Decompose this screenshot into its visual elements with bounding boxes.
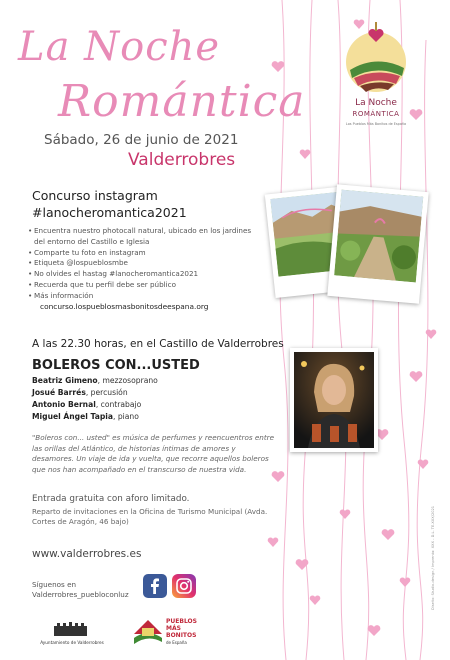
- follow-label: Síguenos en: [32, 580, 77, 589]
- title-line-1: La Noche: [18, 24, 221, 70]
- list-item: • No olvides el hastag #lanocheromantica2021: [28, 269, 258, 280]
- title-line-2: Romántica: [58, 76, 306, 127]
- entry-details: Reparto de invitaciones en la Oficina de Turismo Municipal (Avda. Cortes de Aragón, 46 bajo): [32, 507, 268, 526]
- contest-title: Concurso instagram: [32, 188, 158, 203]
- show-description: "Boleros con... usted" es música de perfumes y reencuentros entre las orillas del Atlántico, de historias íntimas de amores y desamores. Un viaje de ida y vuelta, que recorre aquellos boleros que nos han acompañado en el transcurso de nuestra vida.: [32, 433, 275, 474]
- performer-2: Josué Barrés, percusión: [32, 388, 128, 397]
- entry-info: Entrada gratuita con aforo limitado.: [32, 494, 190, 504]
- logo-tagline: Los Pueblos Más Bonitos de España: [345, 122, 407, 126]
- pueblos-emblem-icon: [132, 614, 164, 648]
- performer-3: Antonio Bernal, contrabajo: [32, 400, 142, 409]
- list-item: • Encuentra nuestro photocall natural, ubicado en los jardines: [28, 226, 258, 237]
- noche-romantica-logo: [336, 18, 416, 136]
- list-item: • Recuerda que tu perfil debe ser público: [28, 280, 258, 291]
- list-item: • Etiqueta @lospueblosmbe: [28, 258, 258, 269]
- logo-line-2: ROMÁNTICA: [352, 110, 400, 118]
- website-link[interactable]: www.valderrobres.es: [32, 548, 142, 560]
- follow-handle: Valderrobres_puebloconluz: [32, 590, 129, 599]
- instagram-icon[interactable]: [172, 574, 196, 598]
- facebook-icon[interactable]: [143, 574, 167, 598]
- logo-line-1: La Noche: [355, 98, 397, 108]
- performer-1: Beatriz Gimeno, mezzosoprano: [32, 376, 158, 385]
- list-item: • Más información: [28, 291, 258, 302]
- photocall-photo-2: [327, 184, 428, 304]
- contest-url-link[interactable]: concurso.lospueblosmasbonitosdeespana.org: [40, 302, 209, 311]
- pueblos-text-3: BONITOS: [166, 632, 197, 639]
- logo-emblem-icon: [336, 18, 416, 96]
- pueblos-text-2: MÁS: [166, 625, 181, 632]
- event-time-location: A las 22.30 horas, en el Castillo de Valderrobres: [32, 338, 284, 350]
- pueblos-text-1: PUEBLOS: [166, 618, 197, 625]
- pueblos-bonitos-logo: [132, 614, 212, 652]
- town-name: Valderrobres: [128, 150, 236, 170]
- event-date: Sábado, 26 de junio de 2021: [44, 132, 239, 148]
- castle-icon: [40, 620, 104, 636]
- show-title: BOLEROS CON...USTED: [32, 358, 200, 373]
- ayuntamiento-label: Ayuntamiento de Valderrobres: [40, 640, 104, 645]
- list-item: • Comparte tu foto en instagram: [28, 248, 258, 259]
- performer-4: Miguel Ángel Tapia, piano: [32, 412, 139, 421]
- legal-credit: Diseño: Studio-design / Imprenta: XXX - D.L. TE-XXX/2021: [431, 505, 435, 610]
- list-item: del entorno del Castillo e Iglesia: [34, 236, 150, 246]
- singer-photo: [290, 348, 378, 452]
- contest-rules-list: [28, 226, 258, 302]
- ayuntamiento-logo: [40, 620, 104, 645]
- contest-hashtag: #lanocheromantica2021: [32, 205, 187, 220]
- pueblos-text-4: de España: [166, 640, 187, 645]
